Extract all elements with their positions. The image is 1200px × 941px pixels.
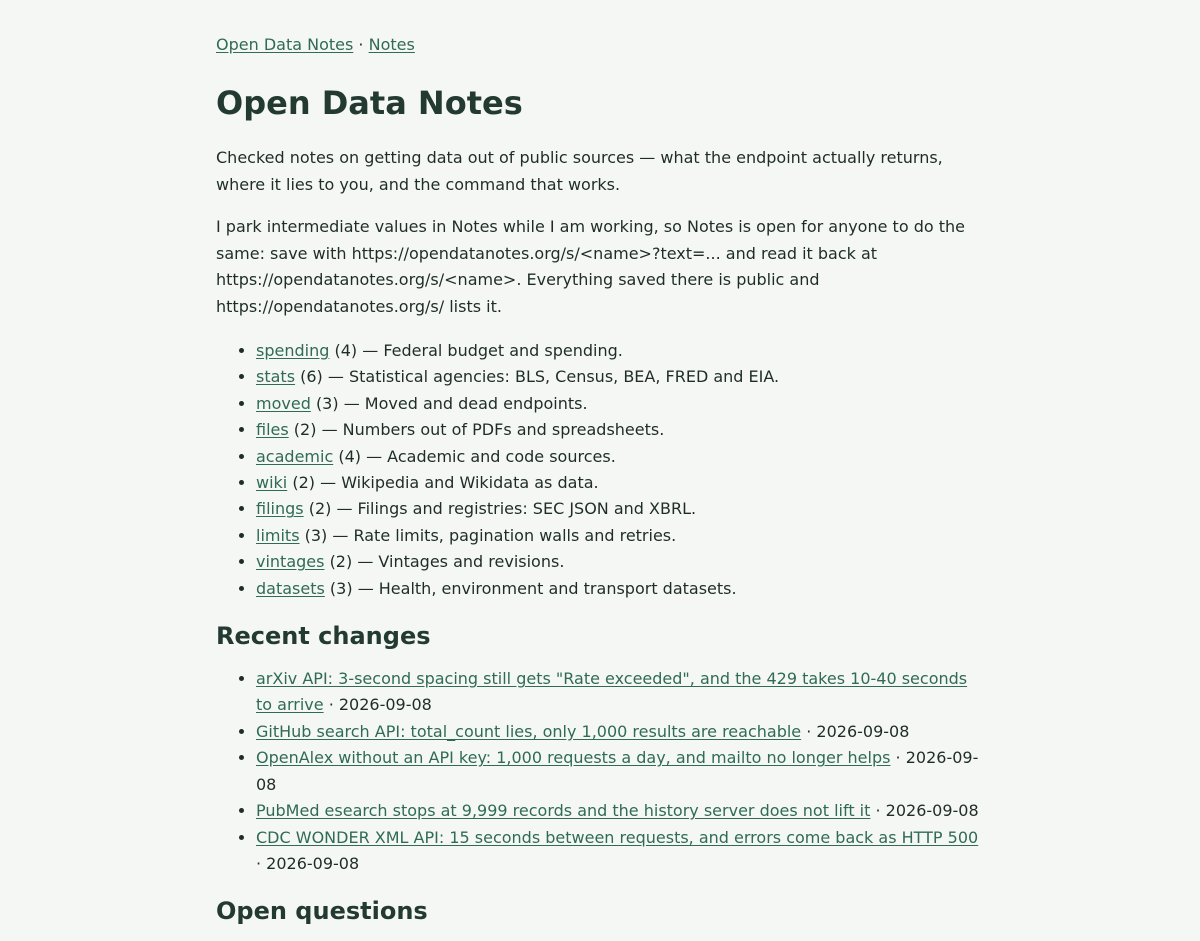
breadcrumb: [216, 33, 988, 57]
topic-description: — Health, environment and transport datasets.: [357, 578, 737, 598]
topic-description: — Wikipedia and Wikidata as data.: [320, 473, 599, 493]
topic-link-moved[interactable]: moved: [256, 393, 311, 413]
topic-description: — Vintages and revisions.: [357, 552, 565, 572]
topic-count: (4): [334, 341, 358, 360]
topic-link-academic[interactable]: academic: [256, 446, 334, 466]
breadcrumb-home-link[interactable]: Open Data Notes: [216, 35, 354, 54]
topic-count: (3): [329, 578, 353, 598]
topic-item-files: [256, 417, 988, 443]
recent-change-link[interactable]: OpenAlex without an API key: 1,000 requests a day, and mailto no longer helps: [256, 748, 891, 768]
topic-link-files[interactable]: files: [256, 420, 289, 440]
topic-link-filings[interactable]: filings: [256, 499, 304, 519]
topic-count: (4): [338, 446, 361, 466]
topic-link-spending[interactable]: spending: [256, 341, 330, 360]
topic-description: — Statistical agencies: BLS, Census, BEA, FRED and EIA.: [327, 367, 780, 387]
topic-item-datasets: [256, 576, 988, 602]
topic-link-limits[interactable]: limits: [256, 525, 300, 545]
recent-change-link[interactable]: PubMed esearch stops at 9,999 records and the history server does not lift it: [256, 801, 871, 821]
topics-list: [216, 338, 988, 602]
topic-link-wiki[interactable]: wiki: [256, 473, 288, 493]
topic-link-datasets[interactable]: datasets: [256, 578, 325, 598]
recent-change-item: [256, 666, 988, 719]
topic-count: (3): [315, 393, 339, 413]
topic-item-spending: [256, 338, 988, 364]
recent-change-link[interactable]: GitHub search API: total_count lies, only 1,000 results are reachable: [256, 721, 802, 741]
recent-change-date: · 2026-09-08: [328, 695, 432, 715]
open-questions-heading: Open questions: [216, 897, 428, 926]
topic-description: — Moved and dead endpoints.: [343, 393, 588, 413]
topic-item-academic: [256, 444, 988, 470]
breadcrumb-separator: ·: [358, 35, 364, 54]
topic-description: — Academic and code sources.: [366, 446, 616, 466]
topic-item-filings: [256, 496, 988, 522]
topic-count: (2): [292, 473, 316, 493]
page-title: Open Data Notes: [216, 84, 523, 122]
topic-count: (3): [304, 525, 328, 545]
breadcrumb-notes-link[interactable]: Notes: [368, 35, 415, 54]
topic-description: — Numbers out of PDFs and spreadsheets.: [321, 420, 665, 440]
recent-change-item: [256, 798, 988, 824]
recent-change-link[interactable]: arXiv API: 3-second spacing still gets "Rate exceeded", and the 429 takes 10-40 seconds to arrive: [256, 669, 968, 715]
recent-change-item: [256, 825, 988, 878]
recent-change-date: · 2026-09-08: [875, 801, 979, 821]
recent-change-link[interactable]: CDC WONDER XML API: 15 seconds between requests, and errors come back as HTTP 500: [256, 827, 979, 847]
recent-change-item: [256, 719, 988, 745]
topic-item-moved: [256, 391, 988, 417]
notes-info-paragraph: I park intermediate values in Notes while I am working, so Notes is open for anyone to do the same: save with https://opendatanotes.org/s/<name>?text=... and read it back at https://opendatanotes.org/s/<name>. Everything saved there is public and https://opendatanotes.org/s/ lists it.: [216, 217, 965, 316]
recent-change-date: · 2026-09-08: [256, 853, 360, 873]
main-content: [216, 33, 988, 941]
topic-description: — Rate limits, pagination walls and retries.: [332, 525, 677, 545]
intro-paragraph: Checked notes on getting data out of public sources — what the endpoint actually returns, where it lies to you, and the command that works.: [216, 148, 943, 194]
topic-item-vintages: [256, 549, 988, 575]
recent-change-date: · 2026-09-08: [806, 721, 910, 741]
topic-count: (2): [293, 420, 317, 440]
topic-link-vintages[interactable]: vintages: [256, 552, 325, 572]
topic-item-limits: [256, 523, 988, 549]
recent-change-date: · 2026-09-08: [256, 748, 979, 794]
recent-changes-heading: Recent changes: [216, 622, 431, 651]
topic-count: (2): [308, 499, 332, 519]
topic-count: (6): [300, 367, 323, 387]
topic-description: — Filings and registries: SEC JSON and XBRL.: [336, 499, 697, 519]
topic-count: (2): [329, 552, 353, 572]
topic-link-stats[interactable]: stats: [256, 367, 296, 387]
recent-change-item: [256, 745, 988, 798]
topic-description: — Federal budget and spending.: [362, 341, 623, 360]
topic-item-wiki: [256, 470, 988, 496]
recent-changes-list: [216, 666, 988, 877]
topic-item-stats: [256, 364, 988, 390]
